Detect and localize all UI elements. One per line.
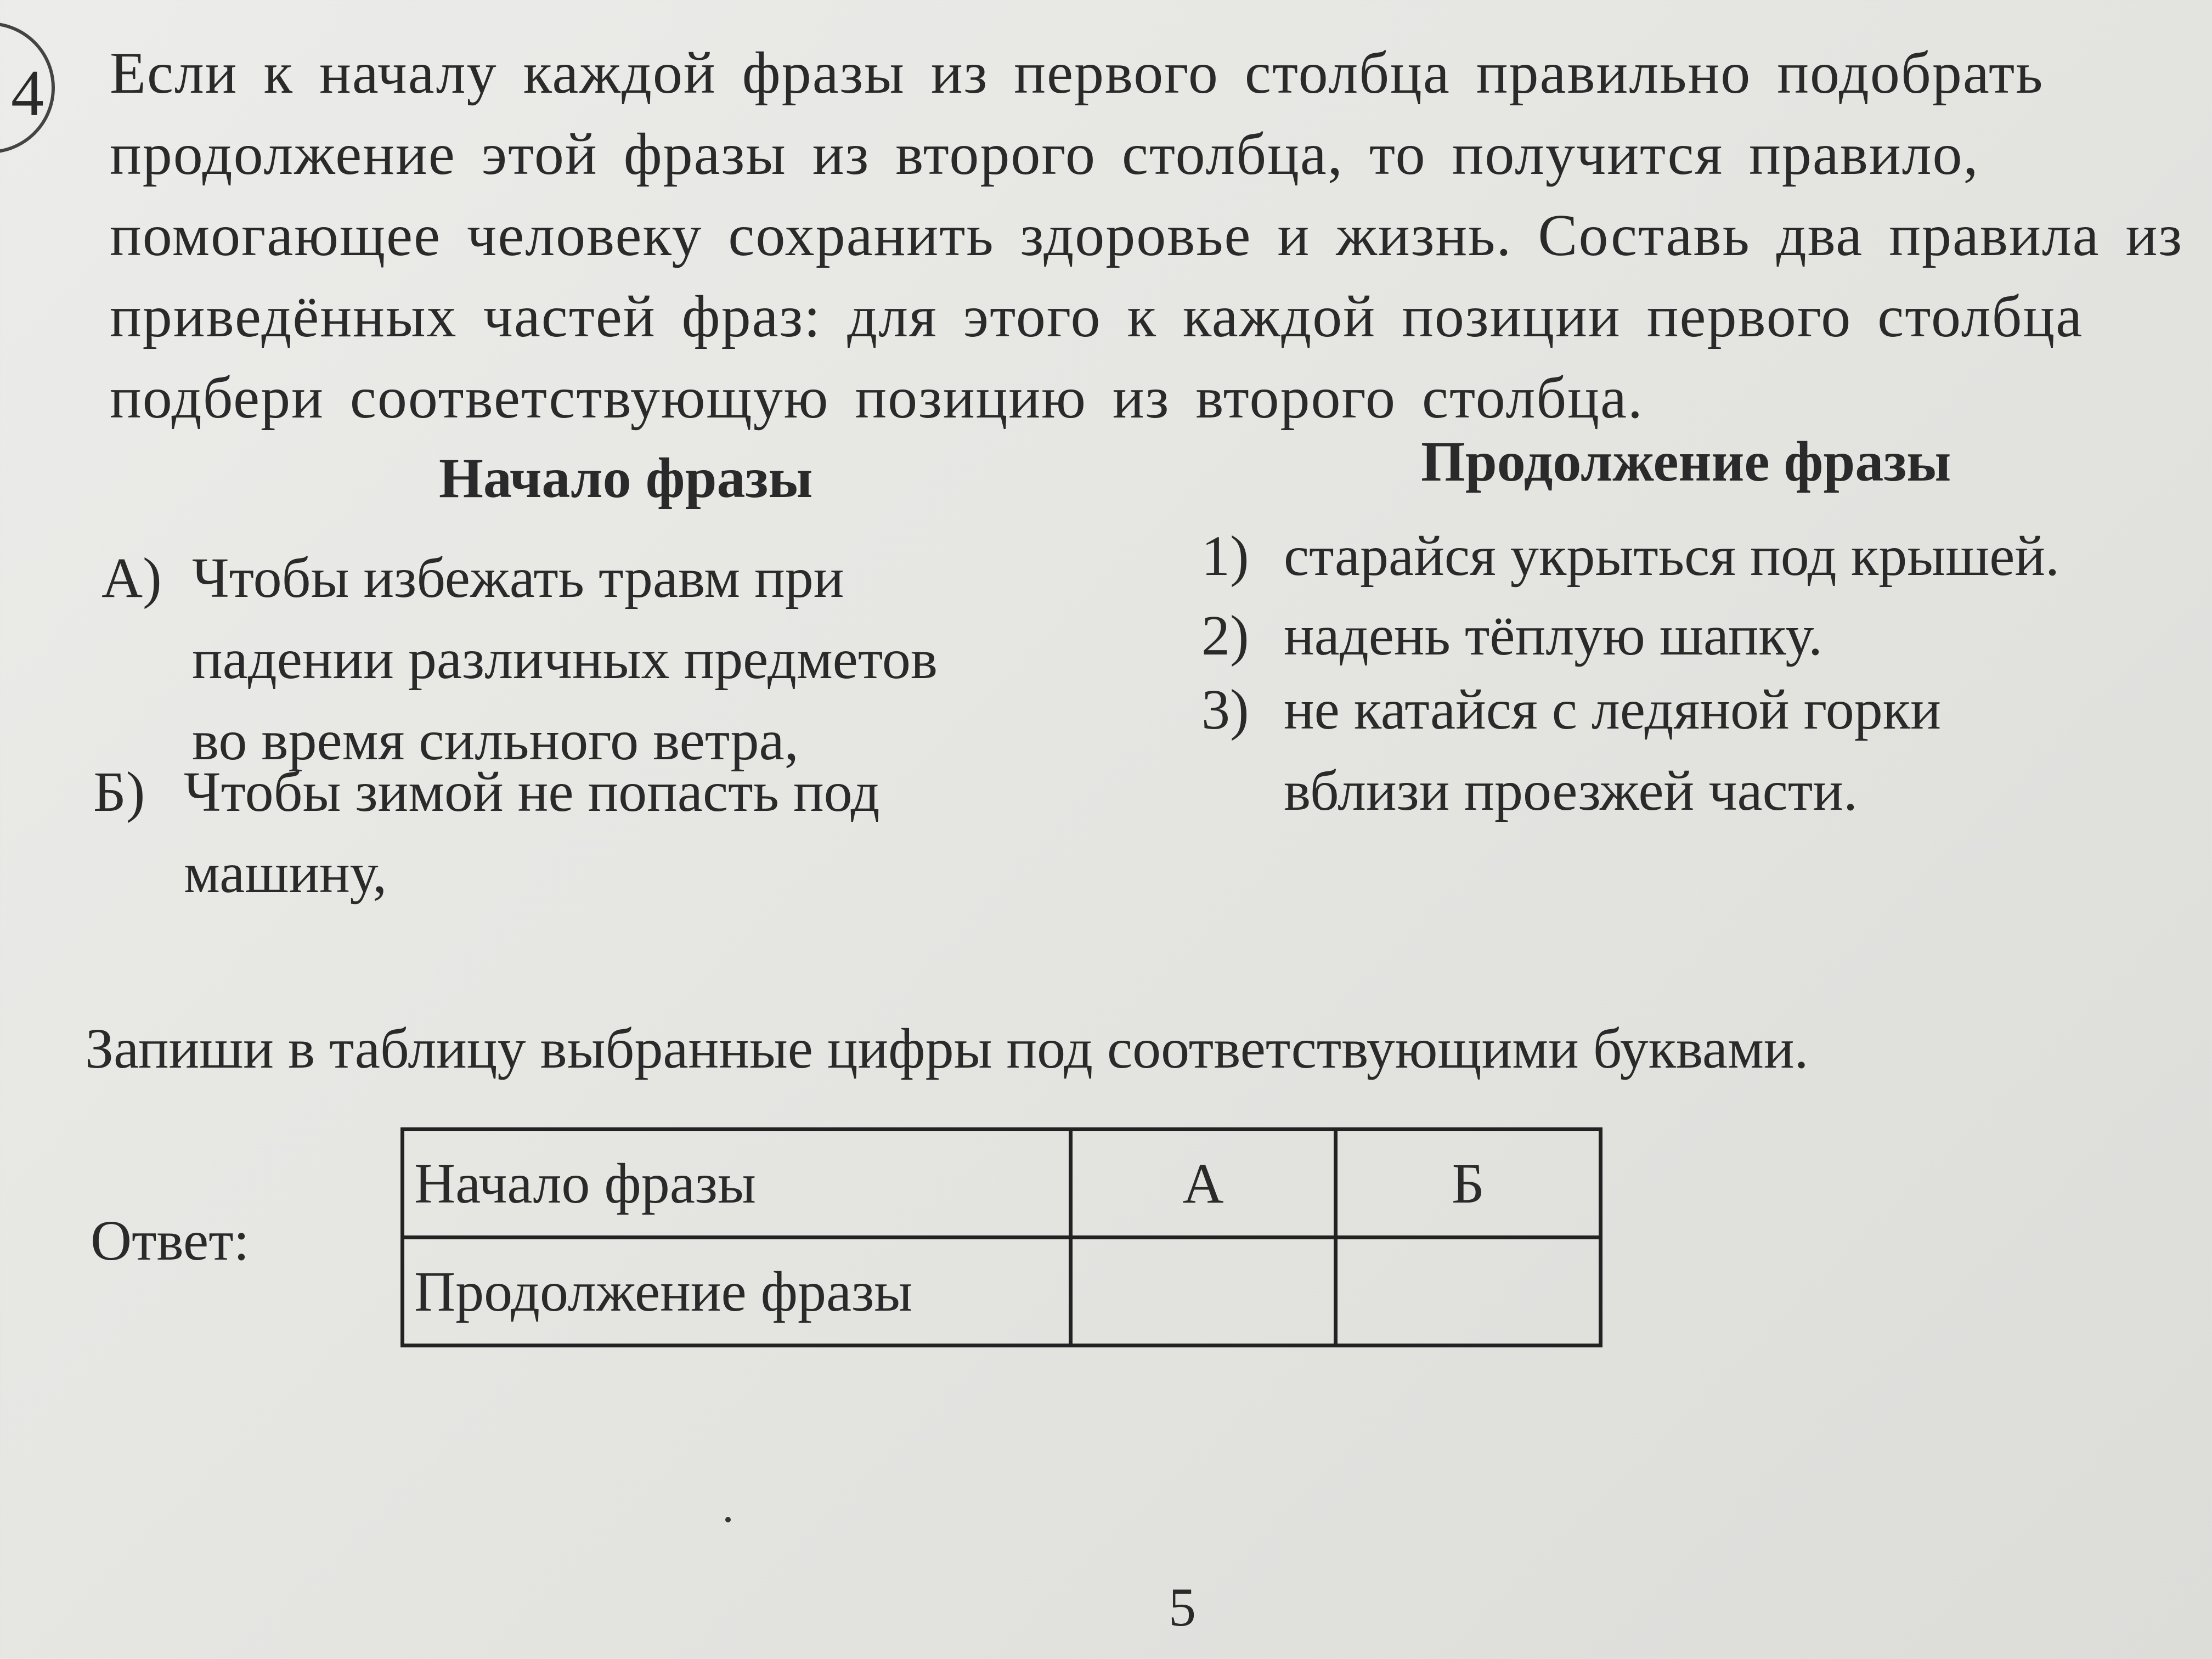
table-instruction: Запиши в таблицу выбранные цифры под соответствующими буквами.: [85, 1017, 1809, 1080]
left-column-header: Начало фразы: [439, 447, 813, 510]
right-column-header: Продолжение фразы: [1421, 430, 1951, 493]
row-label-start: Начало фразы: [403, 1130, 1071, 1238]
answer-label: Ответ:: [91, 1209, 250, 1272]
right-item-text: не катайся с ледяной горки вблизи проезжей части.: [1284, 678, 1941, 822]
right-item-text: надень тёплую шапку.: [1284, 604, 1823, 667]
left-item-text: Чтобы зимой не попасть под машину,: [184, 760, 880, 905]
right-item-3: [1201, 669, 2211, 834]
task-instructions: Если к началу каждой фразы из первого столбца правильно подобрать продолжение этой фразы из второго столбца, то получится правило, помогающее человеку сохранить здоровье и жизнь. Составь два правила из приведённых частей фраз: для этого к каждой позиции первого столбца подбери соответствующую позицию из второго столбца.: [110, 41, 2183, 431]
answer-cell-b[interactable]: [1336, 1238, 1601, 1346]
task-number: 4: [11, 57, 44, 129]
table-row: [403, 1130, 1601, 1238]
row-label-continuation: Продолжение фразы: [403, 1238, 1071, 1346]
column-letter-b: Б: [1336, 1130, 1601, 1238]
paper-speck: [725, 1517, 731, 1522]
right-item-text: старайся укрыться под крышей.: [1284, 524, 2060, 588]
left-item-b: [93, 752, 1081, 927]
left-item-marker: А): [101, 546, 162, 610]
right-item-marker: 2): [1201, 604, 1249, 667]
answer-table: [400, 1127, 1602, 1347]
left-item-marker: Б): [93, 760, 145, 823]
right-item-marker: 1): [1201, 524, 1249, 588]
right-item-marker: 3): [1201, 678, 1249, 741]
answer-cell-a[interactable]: [1071, 1238, 1336, 1346]
page-number: 5: [1169, 1577, 1196, 1638]
table-row: [403, 1238, 1601, 1346]
left-item-text: Чтобы избежать травм при падении различных предметов во время сильного ветра,: [192, 546, 938, 772]
column-letter-a: А: [1071, 1130, 1336, 1238]
